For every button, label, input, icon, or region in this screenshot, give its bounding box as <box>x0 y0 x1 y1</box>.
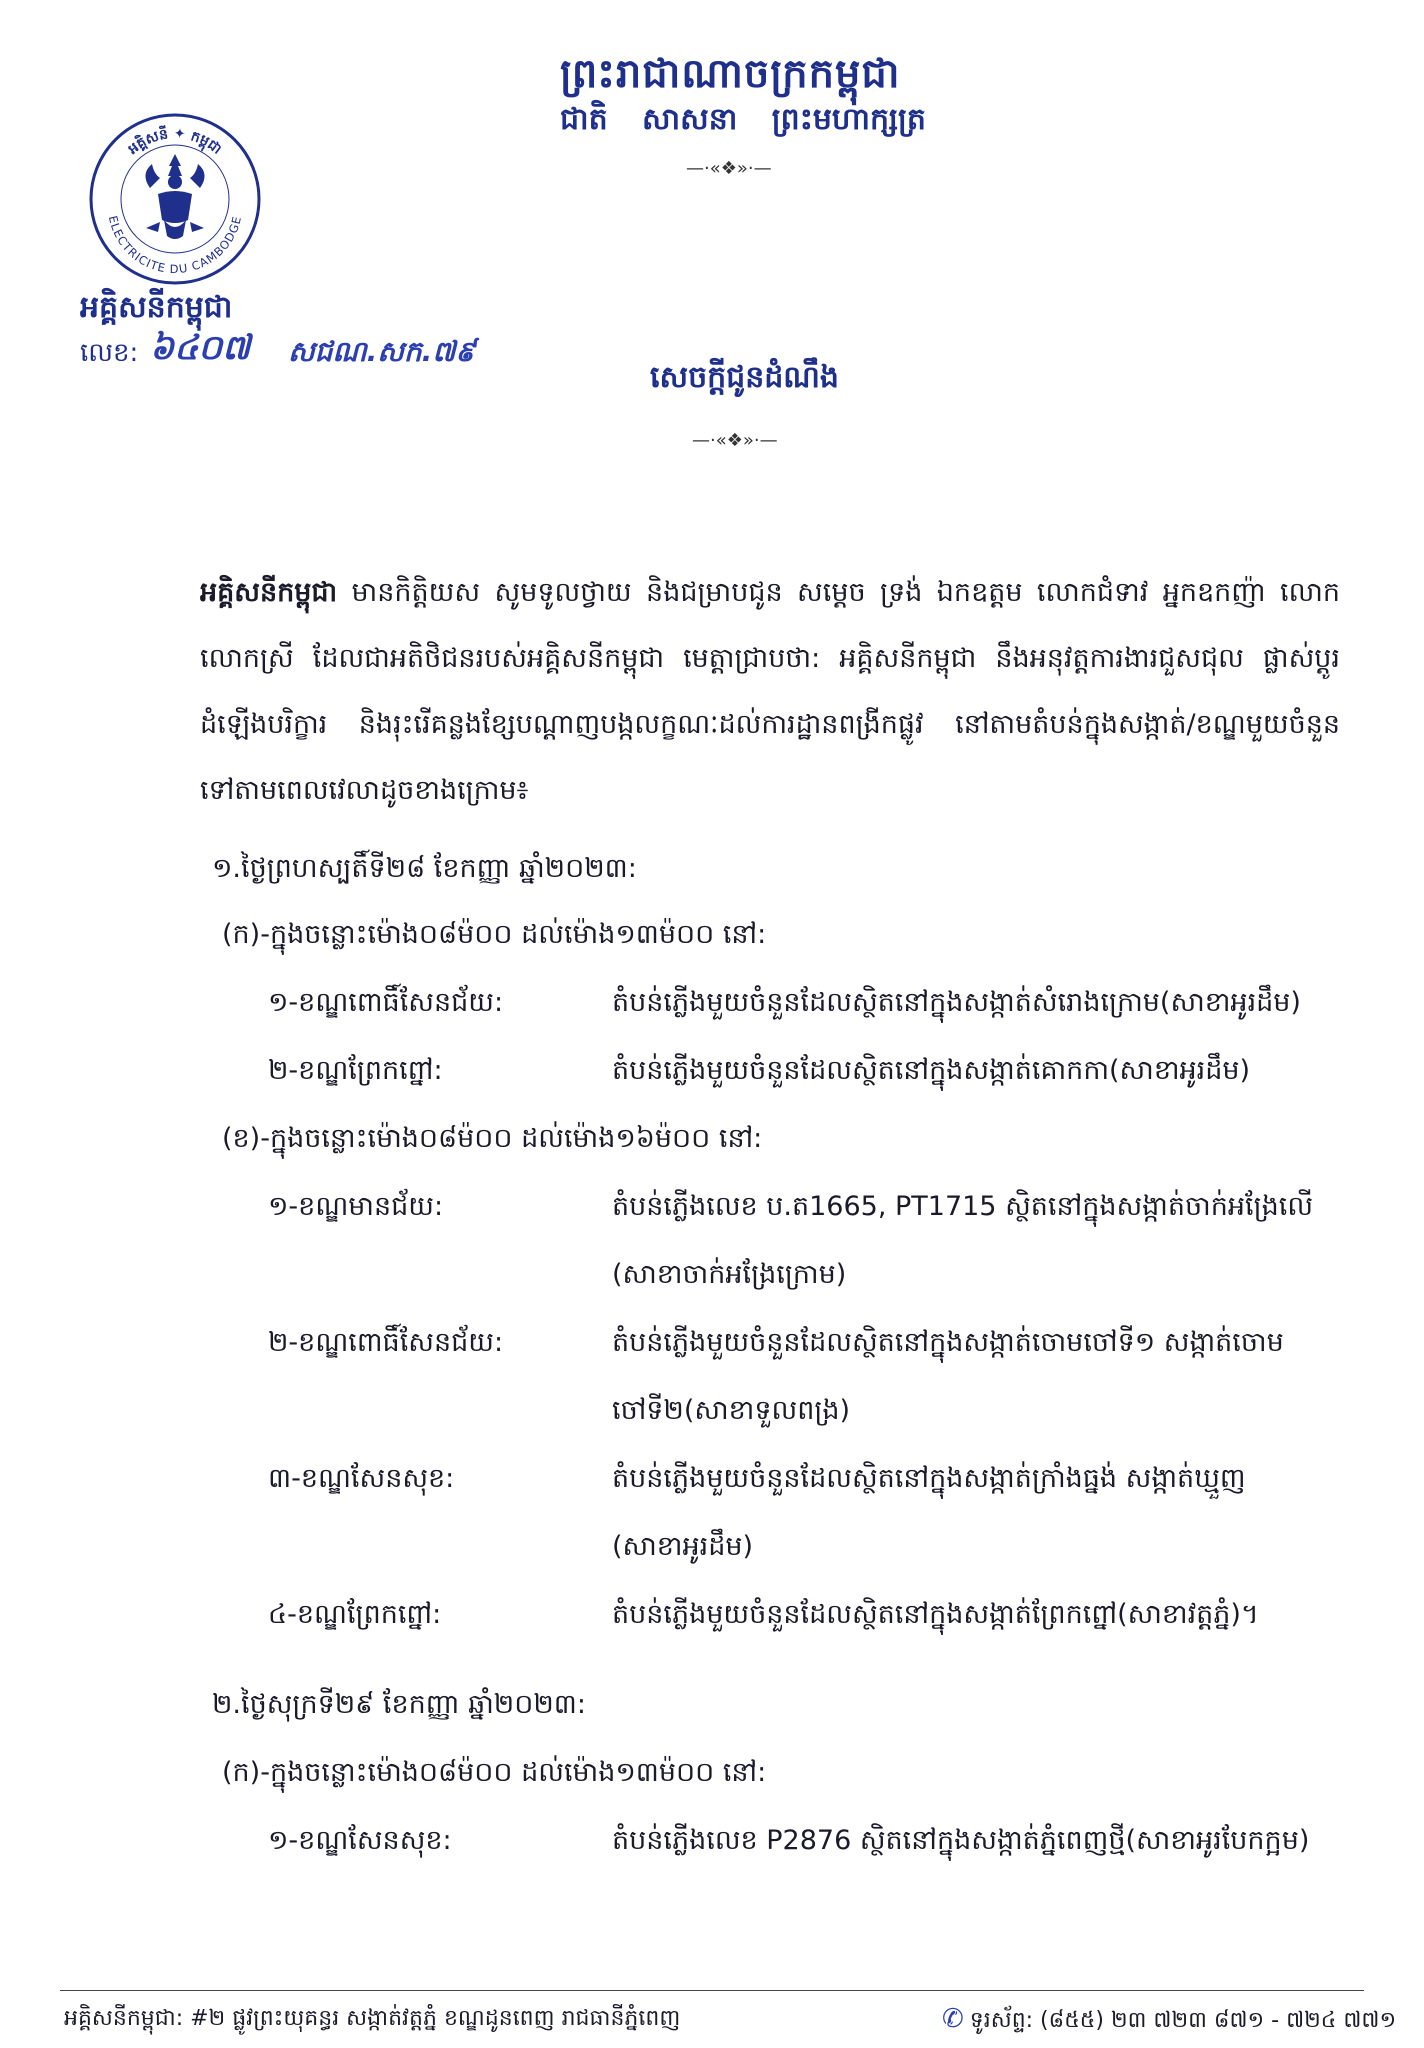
area-description: តំបន់ភ្លើងមួយចំនួនដែលស្ថិតនៅក្នុងសង្កាត់សំរោងក្រោម(សាខាអូរដឹម) <box>612 987 1301 1018</box>
area-description: តំបន់ភ្លើងមួយចំនួនដែលស្ថិតនៅក្នុងសង្កាត់ចោមចៅទី១ សង្កាត់ចោម <box>612 1327 1284 1358</box>
footer-divider <box>60 1990 1364 1991</box>
phone-icon: ✆ <box>942 2004 964 2034</box>
footer-address: អគ្គិសនីកម្ពុជា: #២ ផ្លូវព្រះយុគន្ធរ សង្កាត់វត្តភ្នំ ខណ្ឌដូនពេញ រាជធានីភ្នំពេញ <box>64 2006 681 2031</box>
day-heading: ១.ថ្ងៃព្រហស្បតិ៍ទី២៨ ខែកញ្ញា ឆ្នាំ២០២៣: <box>212 853 637 884</box>
district-label: ១-ខណ្ឌពោធិ៍សែនជ័យ: <box>268 987 504 1018</box>
svg-text:ELECTRICITE DU CAMBODGE: ELECTRICITE DU CAMBODGE <box>105 214 245 277</box>
reference-number: ៦៤០៧ <box>150 328 251 368</box>
reference-label: លេខ: <box>80 338 139 368</box>
area-description-cont: (សាខាចាក់អង្រែក្រោម) <box>612 1259 847 1290</box>
district-label: ១-ខណ្ឌមានជ័យ: <box>268 1191 444 1222</box>
area-description: តំបន់ភ្លើងលេខ P2876 ស្ថិតនៅក្នុងសង្កាត់ភ្នំពេញថ្មី(សាខាអូរបែកក្អម) <box>612 1825 1310 1856</box>
area-description: តំបន់ភ្លើងលេខ ប.ត1665, PT1715 ស្ថិតនៅក្នុងសង្កាត់ចាក់អង្រែលើ <box>612 1191 1314 1222</box>
svg-text:អគ្គិសនី ✦ កម្ពុជា: អគ្គិសនី ✦ កម្ពុជា <box>125 125 225 158</box>
district-label: ៤-ខណ្ឌព្រែកព្នៅ: <box>268 1599 442 1630</box>
time-slot: (ក)-ក្នុងចន្លោះម៉ោង០៨ម៉០០ ដល់ម៉ោង១៣ម៉០០ នៅ: <box>222 1757 767 1788</box>
footer-phone-text: ទូរស័ព្ទ: (៨៥៥) ២៣ ៧២៣ ៨៧១ - ៧២៤ ៧៧១ <box>969 2008 1397 2033</box>
area-description: តំបន់ភ្លើងមួយចំនួនដែលស្ថិតនៅក្នុងសង្កាត់គោកកា(សាខាអូរដឹម) <box>612 1055 1251 1086</box>
area-description: តំបន់ភ្លើងមួយចំនួនដែលស្ថិតនៅក្នុងសង្កាត់ក្រាំងធ្នង់ សង្កាត់ឃ្មួញ <box>612 1463 1246 1494</box>
title-ornament: —·«❖»·— <box>692 430 778 451</box>
header-ornament: —·«❖»·— <box>686 158 772 179</box>
district-label: ១-ខណ្ឌសែនសុខ: <box>268 1825 452 1856</box>
national-motto: ជាតិ សាសនា ព្រះមហាក្សត្រ <box>560 102 926 137</box>
district-label: ២-ខណ្ឌពោធិ៍សែនជ័យ: <box>268 1327 504 1358</box>
district-label: ២-ខណ្ឌព្រែកព្នៅ: <box>268 1055 443 1086</box>
intro-paragraph <box>200 560 1340 824</box>
intro-body: មានកិត្តិយស សូមទូលថ្វាយ និងជម្រាបជូន សម្តេច ទ្រង់ ឯកឧត្តម លោកជំទាវ អ្នកឧកញ៉ា លោក លោកស្រី ដែលជាអតិថិជនរបស់អគ្គិសនីកម្ពុជា មេត្តាជ្រាបថា: អគ្គិសនីកម្ពុជា នឹងអនុវត្តការងារជួសជុល ផ្លាស់ប្តូរដំឡើងបរិក្ខារ និងរុះរើគន្លងខ្សែបណ្តាញបង្កលក្ខណៈដល់ការដ្ឋានពង្រីកផ្លូវ នៅតាមតំបន់ក្នុងសង្កាត់/ខណ្ឌមួយចំនួនទៅតាមពេលវេលាដូចខាងក្រោម៖ <box>200 577 1340 806</box>
area-description-cont: ចៅទី២(សាខាទួលពង្រ) <box>612 1395 851 1426</box>
reference-code: សជណ.សក.៧៩ <box>288 335 476 368</box>
area-description: តំបន់ភ្លើងមួយចំនួនដែលស្ថិតនៅក្នុងសង្កាត់ព្រែកព្នៅ(សាខាវត្តភ្នំ)។ <box>612 1599 1259 1630</box>
edc-logo-seal <box>86 110 264 288</box>
time-slot: (ខ)-ក្នុងចន្លោះម៉ោង០៨ម៉០០ ដល់ម៉ោង១៦ម៉០០ នៅ: <box>222 1123 763 1154</box>
issuing-organization: អគ្គិសនីកម្ពុជា <box>80 290 233 325</box>
district-label: ៣-ខណ្ឌសែនសុខ: <box>268 1463 455 1494</box>
document-title: សេចក្តីជូនដំណឹង <box>650 360 839 395</box>
time-slot: (ក)-ក្នុងចន្លោះម៉ោង០៨ម៉០០ ដល់ម៉ោង១៣ម៉០០ នៅ: <box>222 919 767 950</box>
footer-phone <box>942 2004 1396 2038</box>
day-heading: ២.ថ្ងៃសុក្រទី២៩ ខែកញ្ញា ឆ្នាំ២០២៣: <box>212 1689 586 1720</box>
area-description-cont: (សាខាអូរដឹម) <box>612 1531 754 1562</box>
intro-lead: អគ្គិសនីកម្ពុជា <box>200 577 338 608</box>
kingdom-heading: ព្រះរាជាណាចក្រកម្ពុជា <box>560 51 901 97</box>
